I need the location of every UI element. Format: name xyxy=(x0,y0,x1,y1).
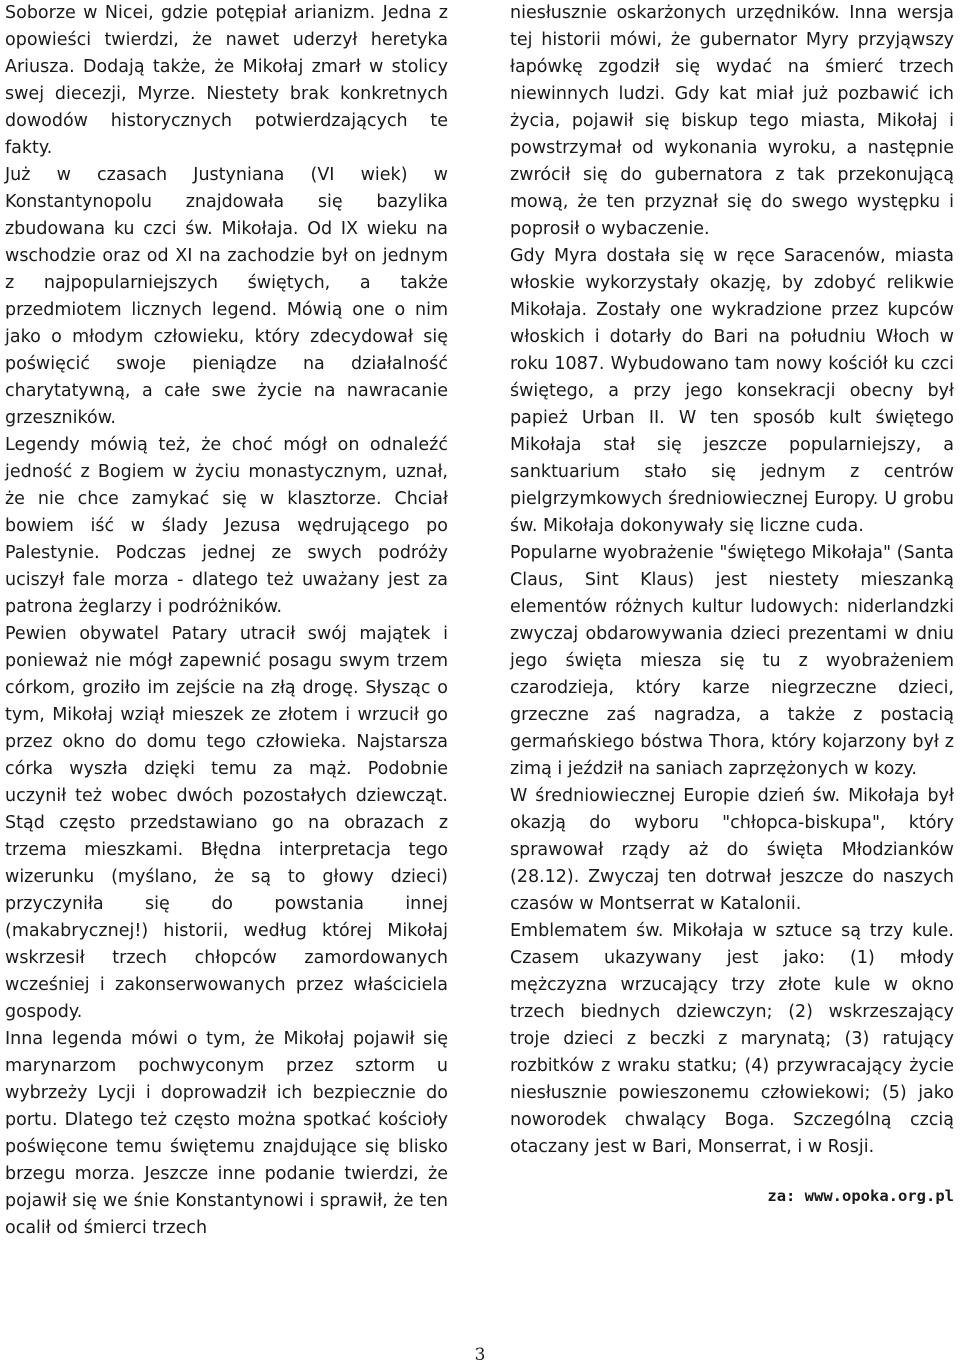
paragraph: Pewien obywatel Patary utracił swój majątek i ponieważ nie mógł zapewnić posagu swym trzem córkom, groziło im zejście na złą drogę. Słysząc o tym, Mikołaj wziął mieszek ze złotem i wrzucił go przez okno do domu tego człowieka. Najstarsza córka wyszła dzięki temu za mąż. Podobnie uczynił też wobec dwóch pozostałych dziewcząt. Stąd często przedstawiano go na obrazach z trzema mieszkami. Błędna interpretacja tego wizerunku (myślano, że są to głowy dzieci) przyczyniła się do powstania innej (makabrycznej!) historii, według której Mikołaj wskrzesił trzech chłopców zamordowanych wcześniej i zakonserwowanych przez właściciela gospody. xyxy=(5,624,448,1022)
source-attribution: za: www.opoka.org.pl xyxy=(767,1187,954,1205)
right-column xyxy=(510,0,954,1210)
paragraph: Gdy Myra dostała się w ręce Saracenów, miasta włoskie wykorzystały okazję, by zdobyć relikwie Mikołaja. Zostały one wykradzione przez kupców włoskich i dotarły do Bari na południu Włoch w roku 1087. Wybudowano tam nowy kościół ku czci świętego, a przy jego konsekracji obecny był papież Urban II. W ten sposób kult świętego Mikołaja stał się jeszcze popularniejszy, a sanktuarium stało się jednym z centrów pielgrzymkowych średniowiecznej Europy. U grobu św. Mikołaja dokonywały się liczne cuda. xyxy=(510,246,954,536)
paragraph: W średniowiecznej Europie dzień św. Mikołaja był okazją do wyboru "chłopca-biskupa", który sprawował rządy aż do święta Młodzianków (28.12). Zwyczaj ten dotrwał jeszcze do naszych czasów w Montserrat w Katalonii. xyxy=(510,786,954,914)
left-column xyxy=(5,0,448,1242)
page-number: 3 xyxy=(474,1345,486,1365)
paragraph: Inna legenda mówi o tym, że Mikołaj pojawił się marynarzom pochwyconym przez sztorm u wybrzeży Lycji i doprowadził ich bezpiecznie do portu. Dlatego też często można spotkać kościoły poświęcone temu świętemu znajdujące się blisko brzegu morza. Jeszcze inne podanie twierdzi, że pojawił się we śnie Konstantynowi i sprawił, że ten ocalił od śmierci trzech xyxy=(5,1029,448,1238)
paragraph: Popularne wyobrażenie "świętego Mikołaja" (Santa Claus, Sint Klaus) jest niestety mieszanką elementów różnych kultur ludowych: niderlandzki zwyczaj obdarowywania dzieci prezentami w dniu jego święta miesza się tu z wyobrażeniem czarodzieja, który karze niegrzeczne dzieci, grzeczne zaś nagradza, a także z postacią germańskiego bóstwa Thora, który kojarzony był z zimą i jeździł na saniach zaprzężonych w kozy. xyxy=(510,543,954,779)
paragraph: Emblematem św. Mikołaja w sztuce są trzy kule. Czasem ukazywany jest jako: (1) młody mężczyzna wrzucający trzy złote kule w okno trzech biednych dziewczyn; (2) wskrzeszający troje dzieci z beczki z marynatą; (3) ratujący rozbitków z wraku statku; (4) przywracający życie niesłusznie powieszonemu człowiekowi; (5) jako noworodek chwalący Boga. Szczególną czcią otaczany jest w Bari, Monserrat, i w Rosji. xyxy=(510,921,954,1157)
paragraph: niesłusznie oskarżonych urzędników. Inna wersja tej historii mówi, że gubernator Myry przyjąwszy łapówkę zgodził się wydać na śmierć trzech niewinnych ludzi. Gdy kat miał już pozbawić ich życia, pojawił się biskup tego miasta, Mikołaj i powstrzymał od wykonania wyroku, a następnie zwrócił się do gubernatora z tak przekonującą mową, że ten przyznał się do swego występku i poprosił o wybaczenie. xyxy=(510,3,954,239)
paragraph: Już w czasach Justyniana (VI wiek) w Konstantynopolu znajdowała się bazylika zbudowana ku czci św. Mikołaja. Od IX wieku na wschodzie oraz od XI na zachodzie był on jednym z najpopularniejszych świętych, a także przedmiotem licznych legend. Mówią one o nim jako o młodym człowieku, który zdecydował się poświęcić swoje pieniądze na działalność charytatywną, a całe swe życie na nawracanie grzeszników. xyxy=(5,165,448,428)
paragraph: Soborze w Nicei, gdzie potępiał arianizm. Jedna z opowieści twierdzi, że nawet uderzył heretyka Ariusza. Dodają także, że Mikołaj zmarł w stolicy swej diecezji, Myrze. Niestety brak konkretnych dowodów historycznych potwierdzających te fakty. xyxy=(5,3,448,158)
paragraph: Legendy mówią też, że choć mógł on odnaleźć jedność z Bogiem w życiu monastycznym, uznał, że nie chce zamykać się w klasztorze. Chciał bowiem iść w ślady Jezusa wędrującego po Palestynie. Podczas jednej ze swych podróży uciszył fale morza - dlatego też uważany jest za patrona żeglarzy i podróżników. xyxy=(5,435,448,617)
